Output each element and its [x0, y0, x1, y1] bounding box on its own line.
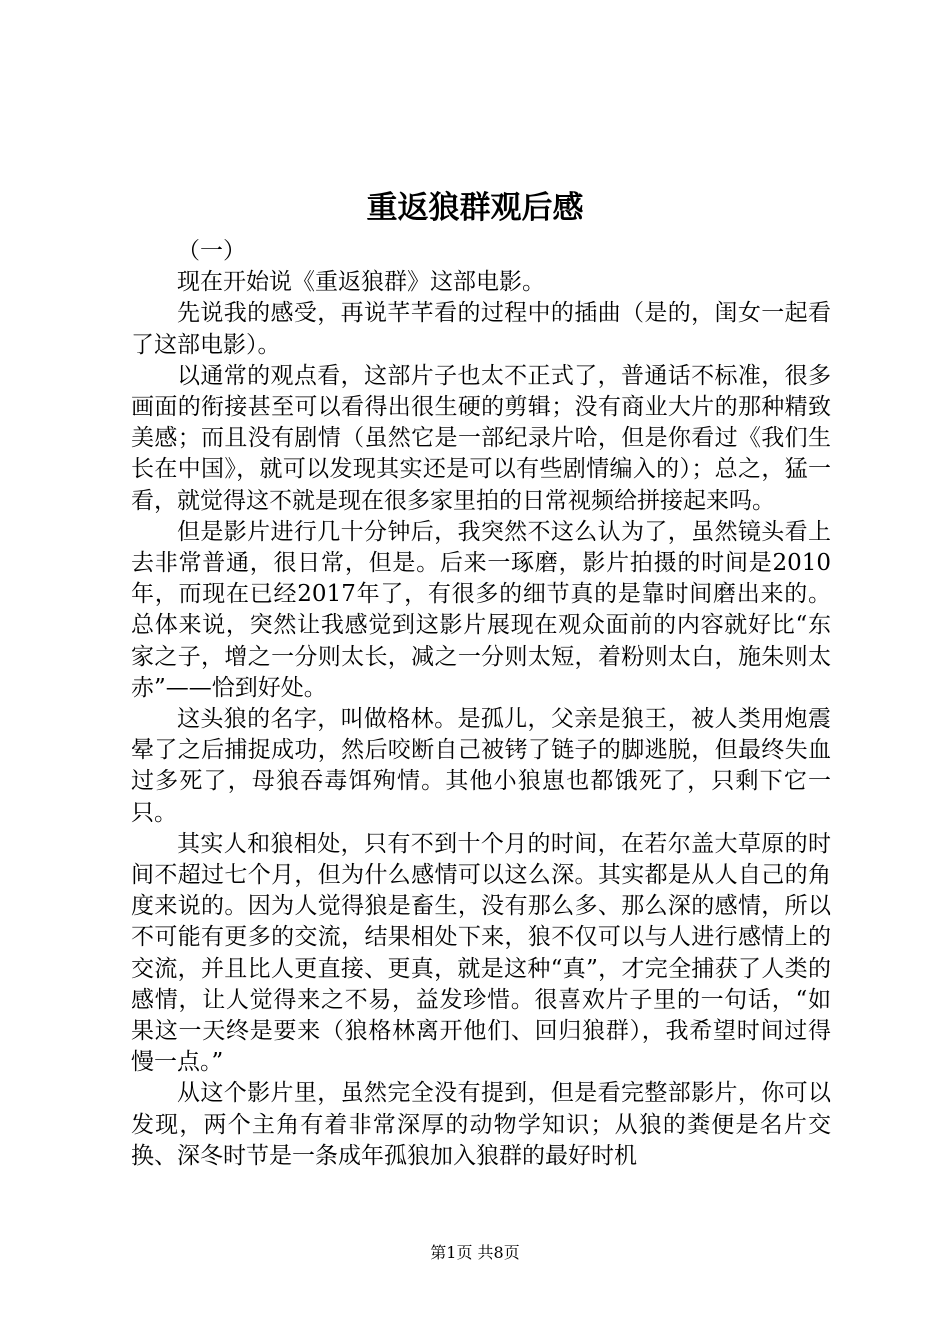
page-number-footer: 第1页 共8页	[430, 1243, 520, 1262]
paragraph: 这头狼的名字，叫做格林。是孤儿，父亲是狼王，被人类用炮震晕了之后捕捉成功，然后咬断自己被铐了链子的脚逃脱，但最终失血过多死了，母狼吞毒饵殉情。其他小狼崽也都饿死了，只剩下它一只。	[131, 706, 831, 826]
document-title: 重返狼群观后感	[366, 190, 584, 226]
paragraph: 从这个影片里，虽然完全没有提到，但是看完整部影片，你可以发现，两个主角有着非常深厚的动物学知识；从狼的粪便是名片交换、深冬时节是一条成年孤狼加入狼群的最好时机	[131, 1080, 831, 1169]
paragraph: 先说我的感受，再说芊芊看的过程中的插曲（是的，闺女一起看了这部电影）。	[131, 300, 831, 358]
paragraph: 现在开始说《重返狼群》这部电影。	[177, 269, 545, 296]
paragraph-section-marker: （一）	[177, 238, 246, 264]
paragraph: 以通常的观点看，这部片子也太不正式了，普通话不标准，很多画面的衔接甚至可以看得出很生硬的剪辑；没有商业大片的那种精致美感；而且没有剧情（虽然它是一部纪录片哈，但是你看过《我们生长在中国》，就可以发现其实还是可以有些剧情编入的）；总之，猛一看，就觉得这不就是现在很多家里拍的日常视频给拼接起来吗。	[131, 362, 831, 514]
document-body	[131, 236, 831, 1172]
paragraph: 但是影片进行几十分钟后，我突然不这么认为了，虽然镜头看上去非常普通，很日常，但是。后来一琢磨，影片拍摄的时间是2010年，而现在已经2017年了，有很多的细节真的是靠时间磨出来的。总体来说，突然让我感觉到这影片展现在观众面前的内容就好比“东家之子，增之一分则太长，减之一分则太短，着粉则太白，施朱则太赤”——恰到好处。	[131, 518, 831, 701]
paragraph: 其实人和狼相处，只有不到十个月的时间，在若尔盖大草原的时间不超过七个月，但为什么感情可以这么深。其实都是从人自己的角度来说的。因为人觉得狼是畜生，没有那么多、那么深的感情，所以不可能有更多的交流，结果相处下来，狼不仅可以与人进行感情上的交流，并且比人更直接、更真，就是这种“真”，才完全捕获了人类的感情，让人觉得来之不易，益发珍惜。很喜欢片子里的一句话，“如果这一天终是要来（狼格林离开他们、回归狼群），我希望时间过得慢一点。”	[131, 830, 831, 1076]
